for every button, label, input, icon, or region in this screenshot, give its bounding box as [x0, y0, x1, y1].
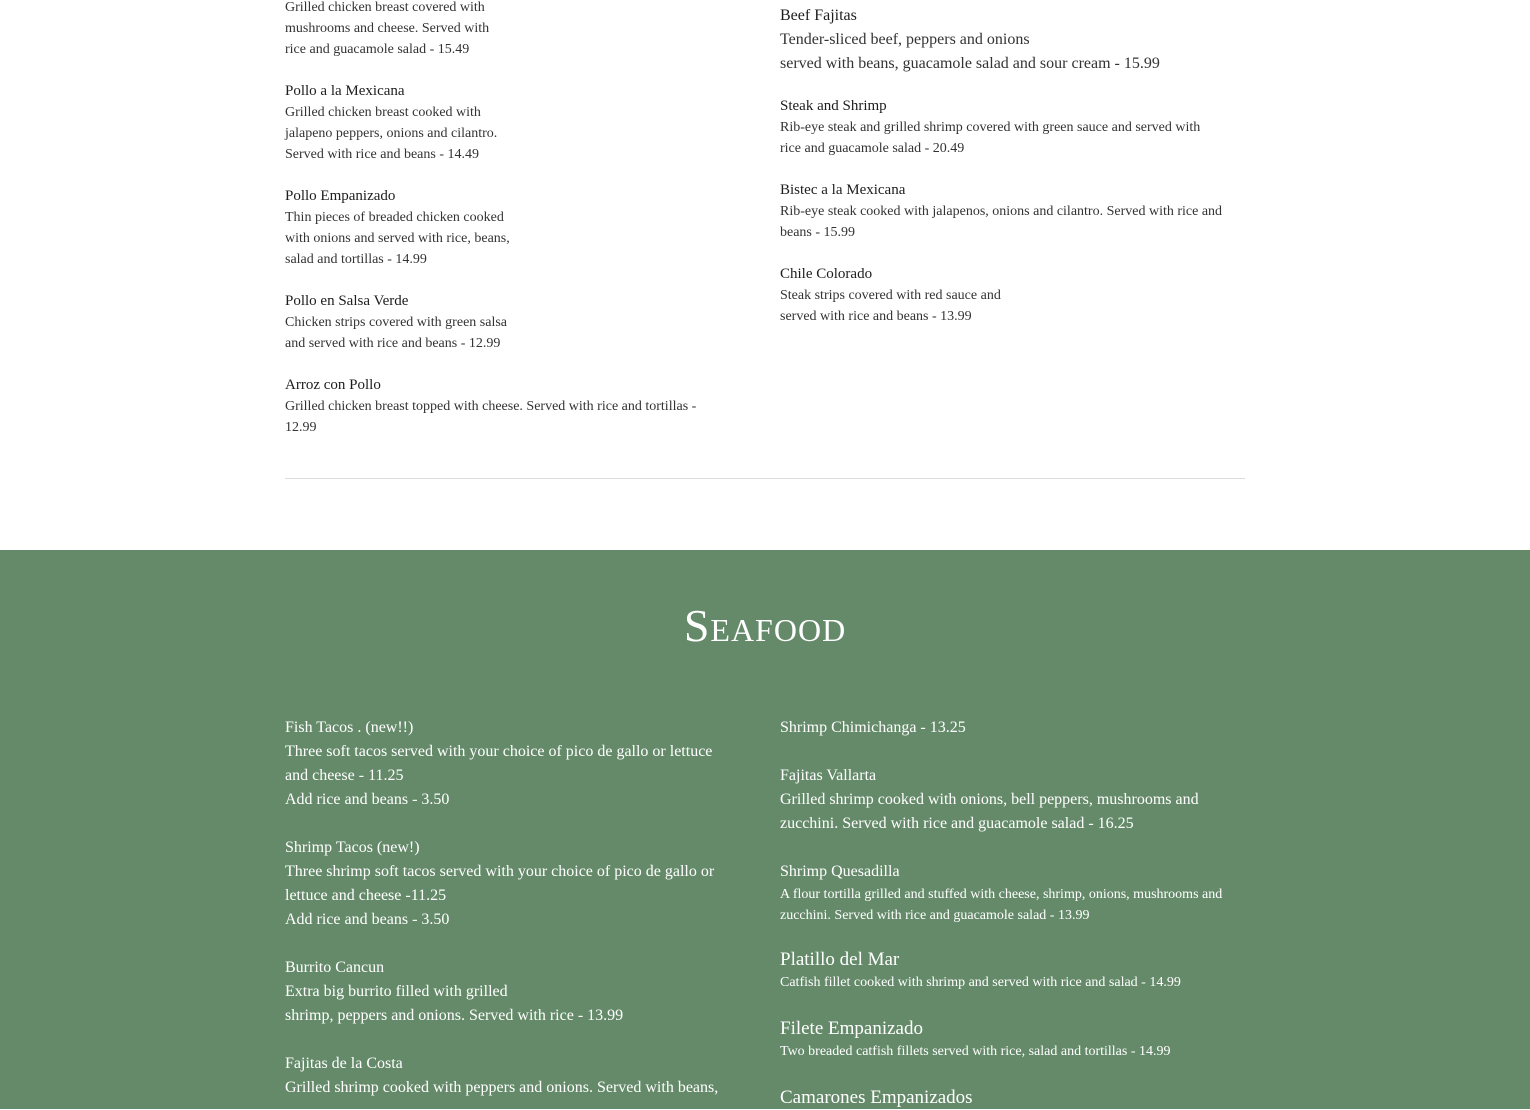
- menu-item-name: Pollo en Salsa Verde: [285, 293, 409, 309]
- menu-item: [780, 860, 1250, 926]
- menu-item: [285, 1052, 755, 1100]
- menu-item: [285, 81, 755, 165]
- menu-item: [285, 716, 755, 812]
- menu-item-name: Fish Tacos . (new!!): [285, 719, 414, 736]
- menu-item-desc-line: Served with rice and beans - 14.49: [285, 147, 479, 162]
- menu-item-name: Pollo a la Mexicana: [285, 83, 405, 99]
- menu-item-desc-line: and served with rice and beans - 12.99: [285, 336, 501, 351]
- entrees-section: [0, 0, 1530, 550]
- menu-item-name: Fajitas de la Costa: [285, 1055, 403, 1072]
- menu-item-desc-line: salad and tortillas - 14.99: [285, 252, 427, 267]
- menu-item-name: Bistec a la Mexicana: [780, 182, 906, 198]
- menu-item-desc-line: Three soft tacos served with your choice of pico de gallo or lettuce: [285, 743, 713, 760]
- menu-item-name: Fajitas Vallarta: [780, 767, 877, 784]
- menu-item-desc-line: Grilled shrimp cooked with onions, bell peppers, mushrooms and: [780, 791, 1199, 808]
- menu-item-desc-line: served with rice and beans - 13.99: [780, 309, 972, 324]
- menu-item-desc-line: Chicken strips covered with green salsa: [285, 315, 507, 330]
- menu-item-name: Beef Fajitas: [780, 7, 857, 24]
- seafood-section: [0, 550, 1530, 1109]
- menu-item-desc-line: Grilled chicken breast topped with cheese. Served with rice and tortillas -: [285, 399, 697, 414]
- menu-item-desc-line: shrimp, peppers and onions. Served with rice - 13.99: [285, 1007, 624, 1024]
- menu-item-name: Pollo Empanizado: [285, 188, 396, 204]
- menu-item-desc-line: Rib-eye steak and grilled shrimp covered with green sauce and served with: [780, 120, 1201, 135]
- menu-item: [285, 186, 755, 270]
- menu-item-desc-line: Extra big burrito filled with grilled: [285, 983, 508, 1000]
- menu-item-desc-line: Rib-eye steak cooked with jalapenos, onions and cilantro. Served with rice and: [780, 204, 1223, 219]
- menu-item-desc-line: Steak strips covered with red sauce and: [780, 288, 1001, 303]
- menu-item-desc-line: A flour tortilla grilled and stuffed with cheese, shrimp, onions, mushrooms and: [780, 887, 1223, 902]
- menu-item-name: Shrimp Chimichanga - 13.25: [780, 719, 966, 736]
- menu-item-desc-line: 12.99: [285, 420, 317, 435]
- menu-item-desc-line: Catfish fillet cooked with shrimp and served with rice and salad - 14.99: [780, 975, 1181, 990]
- menu-item-desc-line: mushrooms and cheese. Served with: [285, 21, 490, 36]
- menu-item: [780, 96, 1250, 159]
- menu-item-desc-line: with onions and served with rice, beans,: [285, 231, 510, 246]
- menu-item-desc-line: and cheese - 11.25: [285, 767, 404, 784]
- menu-item: [780, 948, 1250, 993]
- menu-item: [780, 764, 1250, 836]
- menu-item-desc-line: jalapeno peppers, onions and cilantro.: [285, 126, 498, 141]
- menu-item-name: Shrimp Quesadilla: [780, 863, 900, 880]
- menu-item: [780, 4, 1250, 76]
- menu-item: [285, 0, 755, 60]
- menu-item-desc-line: Tender-sliced beef, peppers and onions: [780, 31, 1030, 48]
- menu-item: [780, 1017, 1250, 1062]
- menu-item: [285, 836, 755, 932]
- menu-item-desc-line: Grilled chicken breast cooked with: [285, 105, 481, 120]
- menu-item-name: Chile Colorado: [780, 266, 873, 282]
- menu-item: [285, 956, 755, 1028]
- menu-item: [780, 180, 1250, 243]
- section-divider: [285, 478, 1245, 479]
- menu-item-desc-line: served with beans, guacamole salad and sour cream - 15.99: [780, 55, 1160, 72]
- menu-item-desc-line: Add rice and beans - 3.50: [285, 911, 450, 928]
- menu-item-name: Camarones Empanizados: [780, 1087, 973, 1108]
- menu-item-name: Arroz con Pollo: [285, 377, 381, 393]
- menu-item-desc-line: rice and guacamole salad - 20.49: [780, 141, 965, 156]
- menu-item-name: Filete Empanizado: [780, 1018, 923, 1039]
- menu-item-desc-line: beans - 15.99: [780, 225, 856, 240]
- menu-item-desc-line: Grilled shrimp cooked with peppers and onions. Served with beans,: [285, 1079, 719, 1096]
- menu-item-desc-line: Add rice and beans - 3.50: [285, 791, 450, 808]
- menu-item-desc-line: Thin pieces of breaded chicken cooked: [285, 210, 504, 225]
- menu-item-desc-line: lettuce and cheese -11.25: [285, 887, 447, 904]
- menu-item-desc-line: Grilled chicken breast covered with: [285, 0, 485, 15]
- menu-item-name: Platillo del Mar: [780, 949, 900, 970]
- menu-item-desc-line: zucchini. Served with rice and guacamole salad - 16.25: [780, 815, 1134, 832]
- menu-item-desc-line: Three shrimp soft tacos served with your choice of pico de gallo or: [285, 863, 715, 880]
- menu-item-name: Burrito Cancun: [285, 959, 385, 976]
- menu-item: [780, 716, 1250, 740]
- menu-item-name: Shrimp Tacos (new!): [285, 839, 420, 856]
- menu-item: [285, 291, 755, 354]
- menu-item-desc-line: Two breaded catfish fillets served with rice, salad and tortillas - 14.99: [780, 1044, 1171, 1059]
- menu-item-name: Steak and Shrimp: [780, 98, 887, 114]
- menu-item: [285, 375, 755, 438]
- menu-item: [780, 264, 1250, 327]
- menu-item-desc-line: zucchini. Served with rice and guacamole salad - 13.99: [780, 908, 1090, 923]
- menu-item: [780, 1086, 1250, 1110]
- menu-item-desc-line: rice and guacamole salad - 15.49: [285, 42, 470, 57]
- section-title: Seafood: [683, 600, 847, 651]
